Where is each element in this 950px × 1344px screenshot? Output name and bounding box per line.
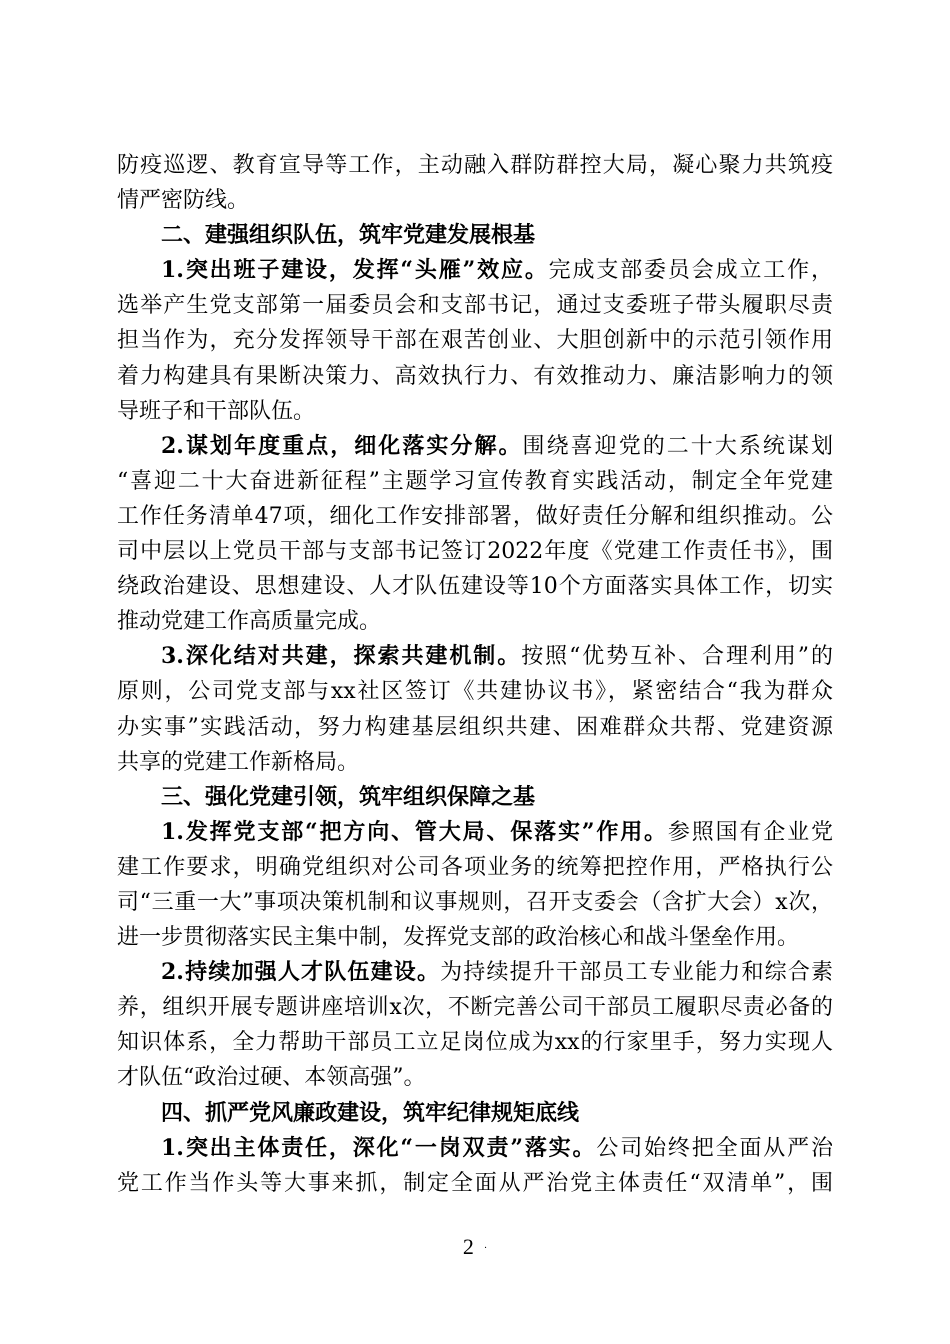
paragraph-text: 按照“优势互补、合理利用”的 xyxy=(521,644,833,670)
paragraph-line: “喜迎二十大奋进新征程”主题学习宣传教育实践活动，制定全年党建 xyxy=(117,468,833,494)
paragraph-first-line xyxy=(117,253,833,288)
paragraph-first-line xyxy=(117,639,833,674)
paragraph-line: 工作任务清单47项，细化工作安排部署，做好责任分解和组织推动。公 xyxy=(117,503,833,529)
paragraph-lead: 1.突出主体责任，深化“一岗双责”落实。 xyxy=(161,1134,597,1161)
paragraph-line: 着力构建具有果断决策力、高效执行力、有效推动力、廉洁影响力的领 xyxy=(117,363,833,389)
paragraph-text: 公司始终把全面从严治 xyxy=(596,1135,833,1161)
paragraph-lead: 1.突出班子建设，发挥“头雁”效应。 xyxy=(161,257,549,284)
paragraph-lead: 1.发挥党支部“把方向、管大局、保落实”作用。 xyxy=(161,818,668,845)
section-heading: 四、抓严党风廉政建设，筑牢纪律规矩底线 xyxy=(161,1099,580,1126)
paragraph-line: 情严密防线。 xyxy=(117,188,250,214)
paragraph-text: 为持续提升干部员工专业能力和综合素 xyxy=(440,960,833,986)
paragraph-line: 司中层以上党员干部与支部书记签订2022年度《党建工作责任书》，围 xyxy=(117,539,833,565)
paragraph-text: 参照国有企业党 xyxy=(667,819,833,845)
paragraph-text: 围绕喜迎党的二十大系统谋划 xyxy=(522,433,833,459)
page-number-value: 2 xyxy=(462,1234,474,1259)
paragraph-line: 防疫巡逻、教育宣导等工作，主动融入群防群控大局，凝心聚力共筑疫 xyxy=(117,153,833,178)
paragraph-line: 才队伍“政治过硬、本领高强”。 xyxy=(117,1065,426,1091)
paragraph-lead: 2.谋划年度重点，细化落实分解。 xyxy=(161,432,523,459)
paragraph-first-line xyxy=(117,429,833,464)
document-page xyxy=(117,148,833,1201)
paragraph-line: 建工作要求，明确党组织对公司各项业务的统筹把控作用，严格执行公 xyxy=(117,854,833,880)
paragraph-line: 担当作为，充分发挥领导干部在艰苦创业、大胆创新中的示范引领作用 xyxy=(117,328,833,354)
paragraph-line: 绕政治建设、思想建设、人才队伍建设等10个方面落实具体工作，切实 xyxy=(117,574,833,600)
page-number-dot: · xyxy=(483,1243,488,1255)
paragraph-line: 共享的党建工作新格局。 xyxy=(117,749,360,775)
paragraph-first-line xyxy=(117,1131,833,1166)
paragraph-line: 推动党建工作高质量完成。 xyxy=(117,609,382,635)
paragraph-lead: 2.持续加强人才队伍建设。 xyxy=(161,959,441,986)
paragraph-line: 原则，公司党支部与xx社区签订《共建协议书》，紧密结合“我为群众 xyxy=(117,679,833,705)
document-body xyxy=(117,148,833,1201)
paragraph-line: 养，组织开展专题讲座培训x次，不断完善公司干部员工履职尽责必备的 xyxy=(117,995,833,1021)
paragraph-line: 党工作当作头等大事来抓，制定全面从严治党主体责任“双清单”，围 xyxy=(117,1170,833,1196)
paragraph-text: 完成支部委员会成立工作， xyxy=(548,258,833,284)
page-number xyxy=(0,1234,950,1260)
paragraph-line: 进一步贯彻落实民主集中制，发挥党支部的政治核心和战斗堡垒作用。 xyxy=(117,925,800,951)
section-heading: 二、建强组织队伍，筑牢党建发展根基 xyxy=(161,222,536,249)
paragraph-line: 导班子和干部队伍。 xyxy=(117,398,316,424)
paragraph-first-line xyxy=(117,815,833,850)
paragraph-lead: 3.深化结对共建，探索共建机制。 xyxy=(161,643,522,670)
section-heading: 三、强化党建引领，筑牢组织保障之基 xyxy=(161,783,536,810)
paragraph-first-line xyxy=(117,955,833,990)
paragraph-line: 办实事”实践活动，努力构建基层组织共建、困难群众共帮、党建资源 xyxy=(117,714,833,740)
paragraph-line: 选举产生党支部第一届委员会和支部书记，通过支委班子带头履职尽责 xyxy=(117,293,833,319)
paragraph-line: 司“三重一大”事项决策机制和议事规则，召开支委会（含扩大会）x次， xyxy=(117,889,833,915)
paragraph-line: 知识体系，全力帮助干部员工立足岗位成为xx的行家里手，努力实现人 xyxy=(117,1030,833,1056)
